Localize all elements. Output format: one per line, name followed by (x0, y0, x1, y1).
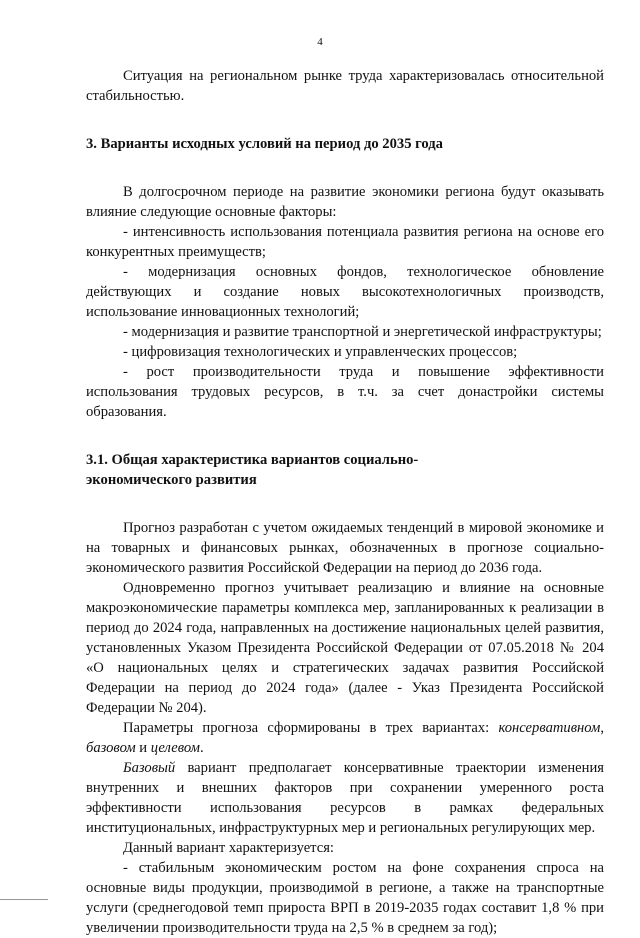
factor-item: - цифровизация технологических и управленческих процессов; (123, 344, 518, 360)
base-variant-term: Базовый (123, 760, 176, 776)
variant-target: целевом (150, 740, 200, 756)
intro-paragraph: Ситуация на региональном рынке труда характеризовалась относительной стабильностью. (86, 68, 604, 104)
section-3-1-heading-line-1: 3.1. Общая характеристика вариантов социально- (86, 452, 419, 468)
base-variant-text: вариант предполагает консервативные траектории изменения внутренних и внешних факторов при сохранении умеренного роста эффективности использования ресурсов в рамках федеральных институциональных, инфраструктурных мер и региональных регулирующих мер. (86, 760, 604, 836)
period: . (199, 740, 204, 756)
separator: и (135, 740, 151, 756)
section-3-lead: В долгосрочном периоде на развитие экономики региона будут оказывать влияние следующие основные факторы: (86, 184, 604, 220)
factor-item: - интенсивность использования потенциала развития региона на основе его конкурентных преимуществ; (86, 224, 604, 260)
variant-conservative: консервативном (498, 720, 601, 736)
paragraph-characterized: Данный вариант характеризуется: (123, 840, 334, 856)
variant-base: базовом (86, 740, 136, 756)
paragraph-measures: Одновременно прогноз учитывает реализацию и влияние на основные макроэкономические параметры комплекса мер, запланированных к реализации в период до 2024 года, направленных на достижение национальных целей развития, установленных Указом Президента Российской Федерации от 07.05.2018 № 204 «О национальных целях и стратегических задачах развития Российской Федерации на период до 2024 года» (далее - Указ Президента Российской Федерации № 204). (86, 580, 604, 716)
variants-text: Параметры прогноза сформированы в трех вариантах: (123, 720, 499, 736)
factor-item: - рост производительности труда и повышение эффективности использования трудовых ресурсов, в т.ч. за счет донастройки системы образования. (86, 364, 604, 420)
factor-item: - модернизация основных фондов, технологическое обновление действующих и создание новых высокотехнологичных производств, использование инновационных технологий; (86, 264, 604, 320)
factor-item: - модернизация и развитие транспортной и энергетической инфраструктуры; (123, 324, 602, 340)
document-body (86, 66, 604, 938)
separator: , (600, 720, 604, 736)
section-3-heading: 3. Варианты исходных условий на период до 2035 года (86, 136, 443, 152)
section-3-1-heading-line-2: экономического развития (86, 472, 257, 488)
scan-edge-line (0, 899, 48, 900)
paragraph-base-variant (86, 758, 604, 838)
paragraph-growth: - стабильным экономическим ростом на фоне сохранения спроса на основные виды продукции, производимой в регионе, а также на транспортные услуги (среднегодовой темп прироста ВРП в 2019-2035 годах составит 1,8 % при увеличении производительности труда на 2,5 % в среднем за год); (86, 860, 604, 936)
page-number: 4 (317, 36, 323, 48)
paragraph-variants (86, 718, 604, 758)
paragraph-forecast: Прогноз разработан с учетом ожидаемых тенденций в мировой экономике и на товарных и финансовых рынках, обозначенных в прогнозе социально-экономического развития Российской Федерации на период до 2036 года. (86, 520, 604, 576)
